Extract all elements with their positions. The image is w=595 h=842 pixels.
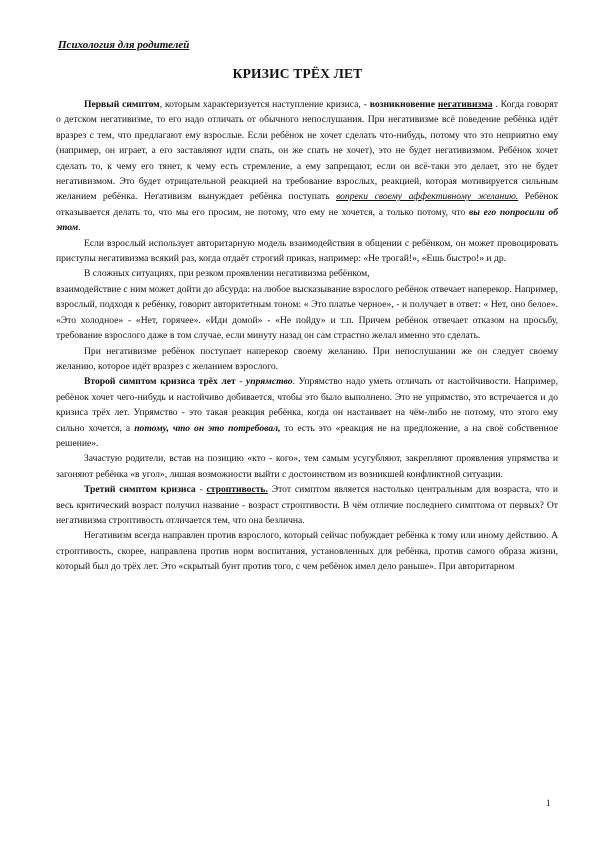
term-stubbornness: упрямство [246, 376, 293, 388]
document-body [56, 97, 558, 575]
emphasis-against-desire: вопреки своему аффективному желанию. [336, 191, 519, 203]
paragraph-5: При негативизме ребёнок поступает наперекор своему желанию. При непослушании же он следует своему желанию, которое идёт вразрез с желанием взрослого. [56, 345, 558, 372]
emphasis-asked: вы его попросили об этом [56, 206, 558, 234]
emphasis-demanded: потому, что он это потребовал, [134, 422, 281, 434]
term-emergence: возникновение [369, 99, 435, 110]
symptom-1-lead: Первый симптом [84, 99, 160, 110]
page-title: КРИЗИС ТРЁХ ЛЕТ [232, 66, 363, 81]
paragraph-8: Третий симптом кризиса - строптивость. Этот симптом является настолько центральным для возраста, что и весь критический возраст получил название - возраст строптивости. В чём отличие последнего симптома от первых? От негативизма строптивость отличается тем, что она безлична. [56, 484, 558, 526]
paragraph-4: взаимодействие с ним может дойти до абсурда: на любое высказывание взрослого ребёнок отвечает наперекор. Например, взрослый, подходя к ребёнку, говорит авторитетным тоном: « Это платье черное», - и получает в ответ: « Нет, оно белое». «Это холодное» - «Нет, горячее». «Иди домой» - «Не пойду» и т.п. Причем ребёнок отвечает отказом на просьбу, требование взрослого даже в том случае, если минуту назад он сам страстно желал именно это сделать. [56, 283, 558, 342]
header-title: Психология для родителей [58, 39, 190, 51]
paragraph-3: В сложных ситуациях, при резком проявлении негативизма ребёнком, [84, 268, 370, 280]
paragraph-7: Зачастую родители, встав на позицию «кто - кого», тем самым усугубляют, закрепляют проявления упрямства и загоняют ребёнка «в угол», лишая возможности выйти с достоинством из возникшей конфликтной ситуации. [56, 453, 558, 480]
page-number: 1 [546, 798, 551, 808]
term-obstinacy: строптивость. [206, 484, 268, 496]
paragraph-6: Второй симптом кризиса трёх лет - упрямство. Упрямство надо уметь отличать от настойчивости. Например, ребёнок хочет чего-нибудь и настойчиво добивается, чтобы это было выполнено. Это не упрямство, это встречается и до кризиса трёх лет. Упрямство - это такая реакция ребёнка, когда он настаивает на чём-либо не потому, что этого ему сильно хочется, а потому, что он это потребовал, то есть это «реакция не на предложение, а на своё собственное решение». [56, 376, 559, 449]
symptom-3-lead: Третий симптом кризиса [84, 484, 196, 496]
paragraph-1: Первый симптом, которым характеризуется наступление кризиса, - возникновение негативизма . Когда говорят о детском негативизме, то его надо отличать от обычного непослушания. При негативизме всё поведение ребёнка идёт вразрез с тем, что предлагают ему взрослые. Если ребёнок не хочет сделать что-нибудь, потому что это неприятно ему (например, он играет, а его заставляют идти спать, он же спать не хочет), это не будет негативизмом. Ребёнок хочет сделать то, к чему его тянет, к чему есть стремление, а ему запрещают, если он всё-таки это делает, это не будет негативизмом. Это будет отрицательной реакцией на требование взрослых, реакцией, которая мотивируется сильным желанием ребёнка. Негативизм вынуждает ребёнка поступать вопреки своему аффективному желанию. Ребёнок отказывается делать то, что мы его просим, не потому, что ему не хочется, а только потому, что вы его попросили об этом. [56, 99, 558, 234]
paragraph-2: Если взрослый использует авторитарную модель взаимодействия в общении с ребёнком, он может провоцировать приступы негативизма всякий раз, когда отдаёт строгий приказ, например: «Не трогай!», «Ешь быстро!» и др. [56, 237, 558, 265]
symptom-2-lead: Второй симптом кризиса трёх лет [84, 376, 236, 388]
term-negativism: негативизма [437, 99, 493, 110]
paragraph-9: Негативизм всегда направлен против взрослого, который сейчас побуждает ребёнка к тому или иному действию. А строптивость, скорее, направлена против норм воспитания, установленных для ребёнка, против самого образа жизни, который был до трёх лет. Это «скрытый бунт против того, с чем ребёнок имел дело раньше». При авторитарном [56, 530, 558, 573]
